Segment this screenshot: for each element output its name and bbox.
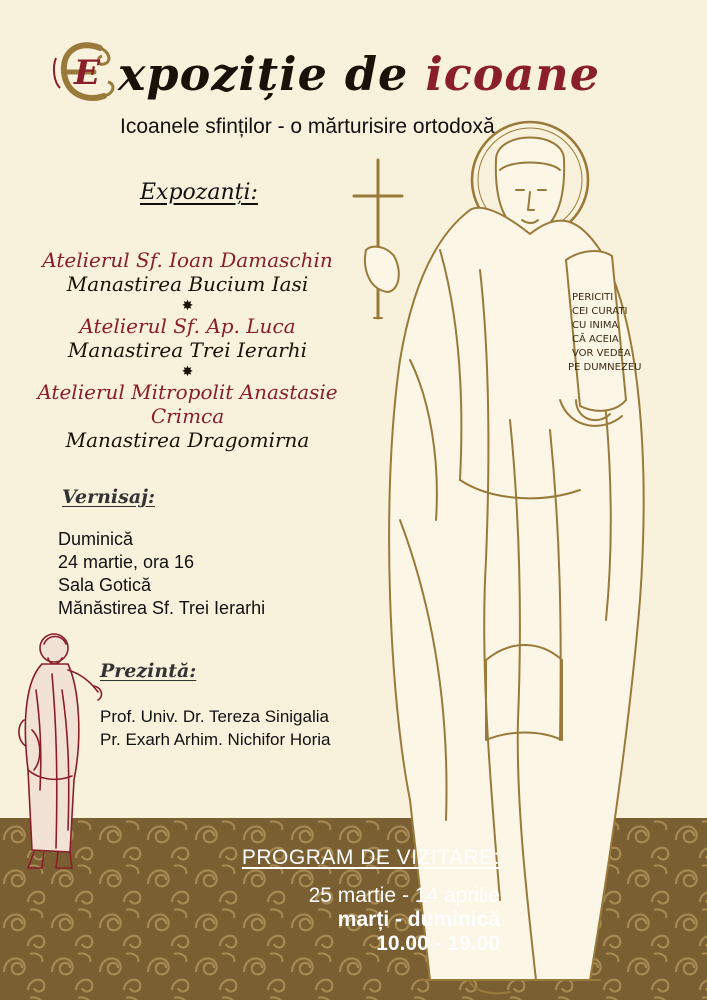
program-heading: PROGRAM DE VIZITARE: (241, 846, 500, 869)
title-initial: E (74, 53, 100, 93)
exhibitors-heading: Expozanți: (140, 180, 258, 205)
poster-title (50, 38, 650, 108)
scroll-text-line: CĂ ACEIA (572, 334, 619, 345)
scroll-text-line: PE DUMNEZEU (568, 362, 642, 373)
exhibitor-workshop: Atelierul Sf. Ioan Damaschin (42, 248, 333, 272)
separator-dot-icon: ✸ (181, 297, 194, 313)
scroll-text-line: CU INIMA (572, 320, 619, 331)
exhibitor-item (0, 314, 375, 362)
exhibitor-monastery: Manastirea Bucium Iasi (66, 272, 309, 296)
program-hours: 10.00 - 19.00 (376, 932, 500, 955)
title-part1: xpoziție de (118, 47, 426, 101)
vernisaj-details (58, 528, 265, 620)
vernisaj-heading: Vernisaj: (62, 486, 156, 508)
program-days: marți - duminică (337, 908, 500, 931)
presenters-heading: Prezintă: (100, 660, 197, 682)
title-text (118, 44, 600, 104)
decorated-initial-icon (50, 38, 120, 108)
exhibitor-monastery: Manastirea Trei Ierarhi (67, 338, 308, 362)
presenters-list (100, 705, 331, 751)
scroll-text-line: CEI CURATI (572, 306, 628, 317)
vernisaj-hall: Sala Gotică (58, 575, 152, 595)
visiting-program (0, 846, 500, 956)
scroll-text-line: PERICITI (572, 292, 614, 303)
vernisaj-venue: Mănăstirea Sf. Trei Ierarhi (58, 598, 266, 618)
presenter-name: Pr. Exarh Arhim. Nichifor Horia (100, 730, 331, 749)
subtitle: Icoanele sfinților - o mărturisire ortodoxă (120, 115, 495, 138)
exhibitors-list (0, 248, 375, 452)
scroll-text-line: VOR VEDEA (572, 348, 631, 359)
exhibitor-monastery: Manastirea Dragomirna (65, 428, 310, 452)
vernisaj-day: Duminică (58, 529, 134, 549)
program-dates: 25 martie - 14 aprilie (308, 884, 500, 907)
exhibitor-item (0, 248, 375, 296)
apostle-icon (12, 630, 112, 880)
presenter-name: Prof. Univ. Dr. Tereza Sinigalia (100, 707, 329, 726)
exhibitor-item (0, 380, 375, 452)
vernisaj-date: 24 martie, ora 16 (58, 552, 195, 572)
exhibitor-workshop: Atelierul Mitropolit Anastasie Crimca (37, 380, 338, 428)
exhibitor-workshop: Atelierul Sf. Ap. Luca (79, 314, 296, 338)
separator-dot-icon: ✸ (181, 363, 194, 379)
title-part2: icoane (425, 47, 601, 101)
